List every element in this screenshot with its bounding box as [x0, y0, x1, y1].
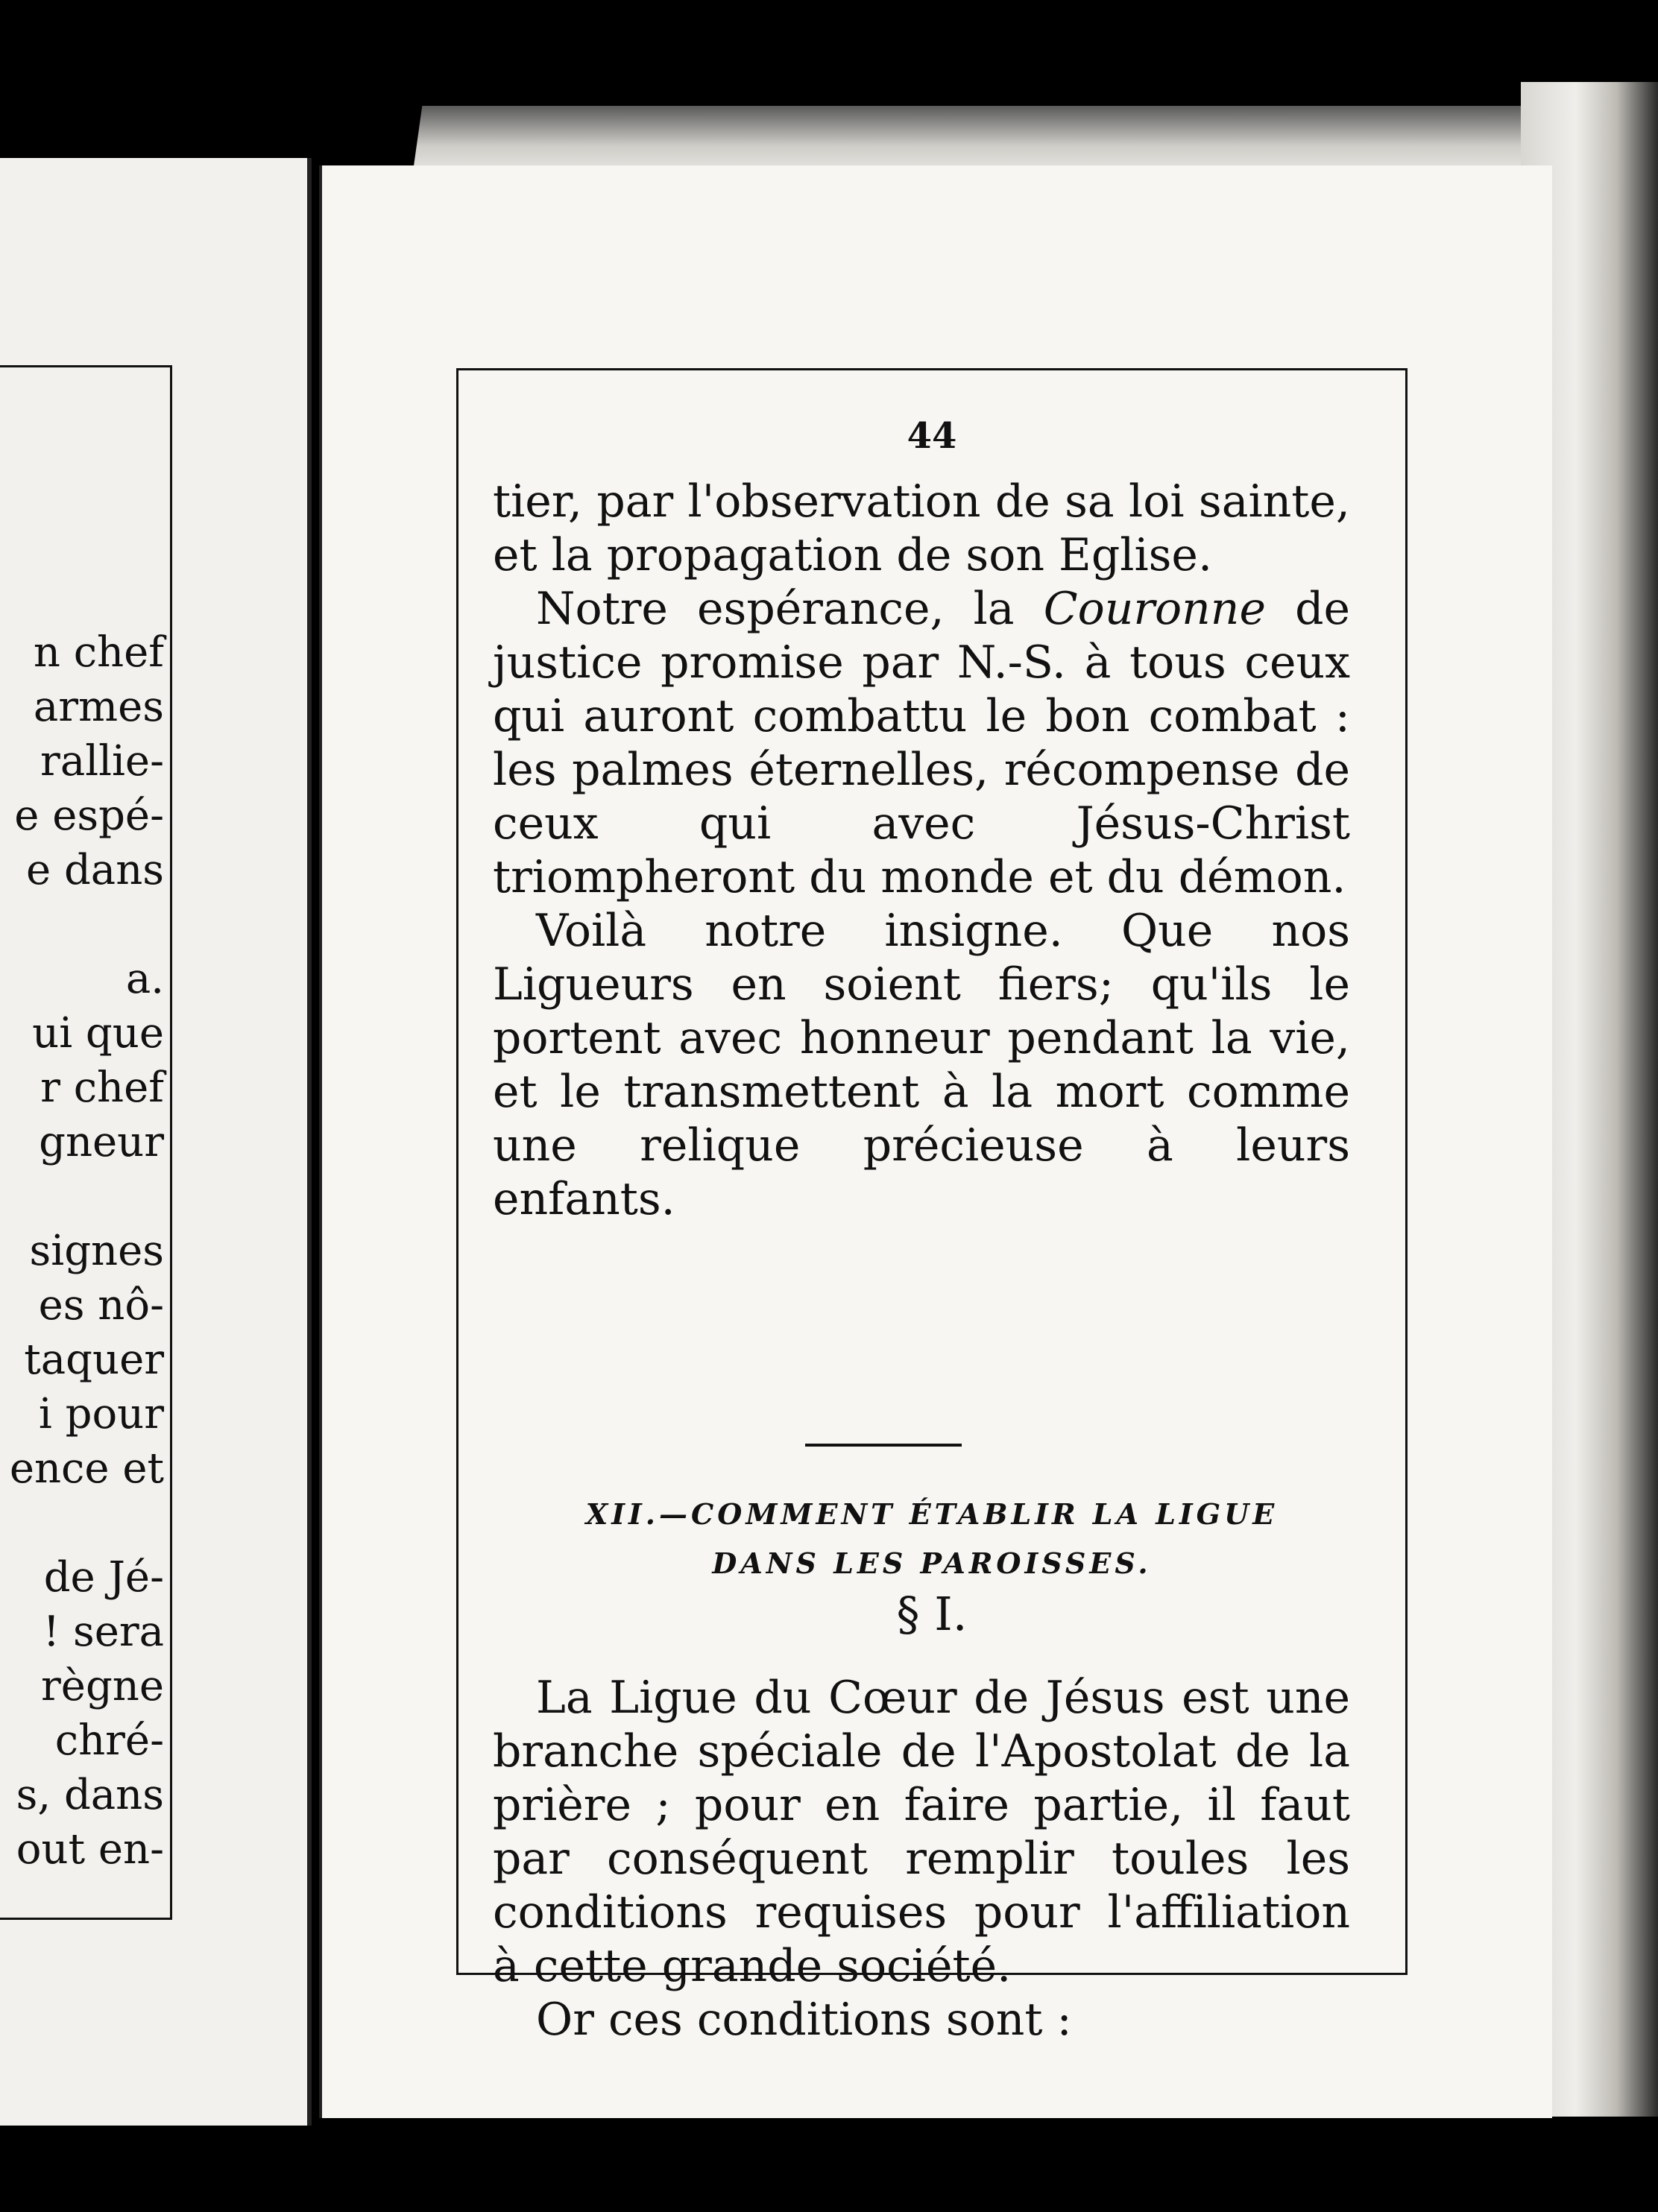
section-divider	[805, 1444, 962, 1447]
previous-page-line: out en-	[16, 1825, 164, 1874]
previous-page-line: chré-	[54, 1716, 164, 1765]
paragraph: La Ligue du Cœur de Jésus est une branche spéciale de l'Apostolat de la prière ; pour en faire partie, il faut par conséquent remplir toules les conditions requises pour l'affiliation à cette grande société.	[493, 1672, 1350, 1992]
book-top-edge	[413, 106, 1616, 173]
previous-page-line: signes	[29, 1227, 164, 1275]
previous-page-line: règne	[41, 1662, 164, 1710]
previous-page-line: rallie-	[40, 737, 164, 786]
previous-page-line: e espé-	[14, 791, 164, 840]
chapter-heading-line: DANS LES PAROISSES.	[712, 1546, 1152, 1580]
paragraph: Voilà notre insigne. Que nos Ligueurs en soient fiers; qu'ils le portent avec honneur pendant la vie, et le transmettent à la mort comme une relique précieuse à leurs enfants.	[493, 905, 1350, 1225]
previous-page-line: es nô-	[38, 1281, 164, 1330]
previous-page	[0, 158, 312, 2126]
previous-page-line: gneur	[39, 1118, 164, 1166]
italic-term: Couronne	[1043, 583, 1266, 635]
previous-page-line: de Jé-	[43, 1553, 164, 1602]
previous-page-line: ence et	[9, 1444, 164, 1493]
previous-page-line: taquer	[24, 1336, 164, 1384]
page-body	[493, 475, 1350, 1226]
chapter-heading-line: XII.—COMMENT ÉTABLIR LA LIGUE	[585, 1497, 1279, 1531]
current-page	[319, 165, 1552, 2118]
previous-page-line: ! sera	[42, 1608, 164, 1656]
previous-page-line: armes	[33, 683, 164, 731]
previous-page-line: r chef	[40, 1064, 164, 1112]
page-frame	[456, 368, 1408, 2046]
previous-page-line: i pour	[38, 1390, 164, 1438]
paragraph: tier, par l'observation de sa loi sainte, et la propagation de son Eglise.	[493, 475, 1350, 581]
paragraph	[493, 582, 1350, 904]
page-number: 44	[907, 415, 957, 457]
previous-page-line: n chef	[33, 628, 164, 677]
paragraph-text: de justice promise par N.-S. à tous ceux qui auront combattu le bon combat : les palmes éternelles, récompense de ceux qui avec Jésus-Christ triompheront du monde et du démon.	[493, 583, 1350, 903]
previous-page-line: e dans	[26, 846, 164, 894]
previous-page-line: ui que	[32, 1009, 164, 1058]
section-number: § I.	[896, 1587, 968, 1641]
paragraph-text: Notre espérance, la	[536, 583, 1044, 635]
previous-page-line: s, dans	[16, 1771, 164, 1819]
section-body	[493, 1671, 1350, 2047]
paragraph: Or ces conditions sont :	[536, 1994, 1072, 2046]
previous-page-line: a.	[125, 955, 164, 1003]
chapter-heading	[458, 1490, 1405, 1588]
